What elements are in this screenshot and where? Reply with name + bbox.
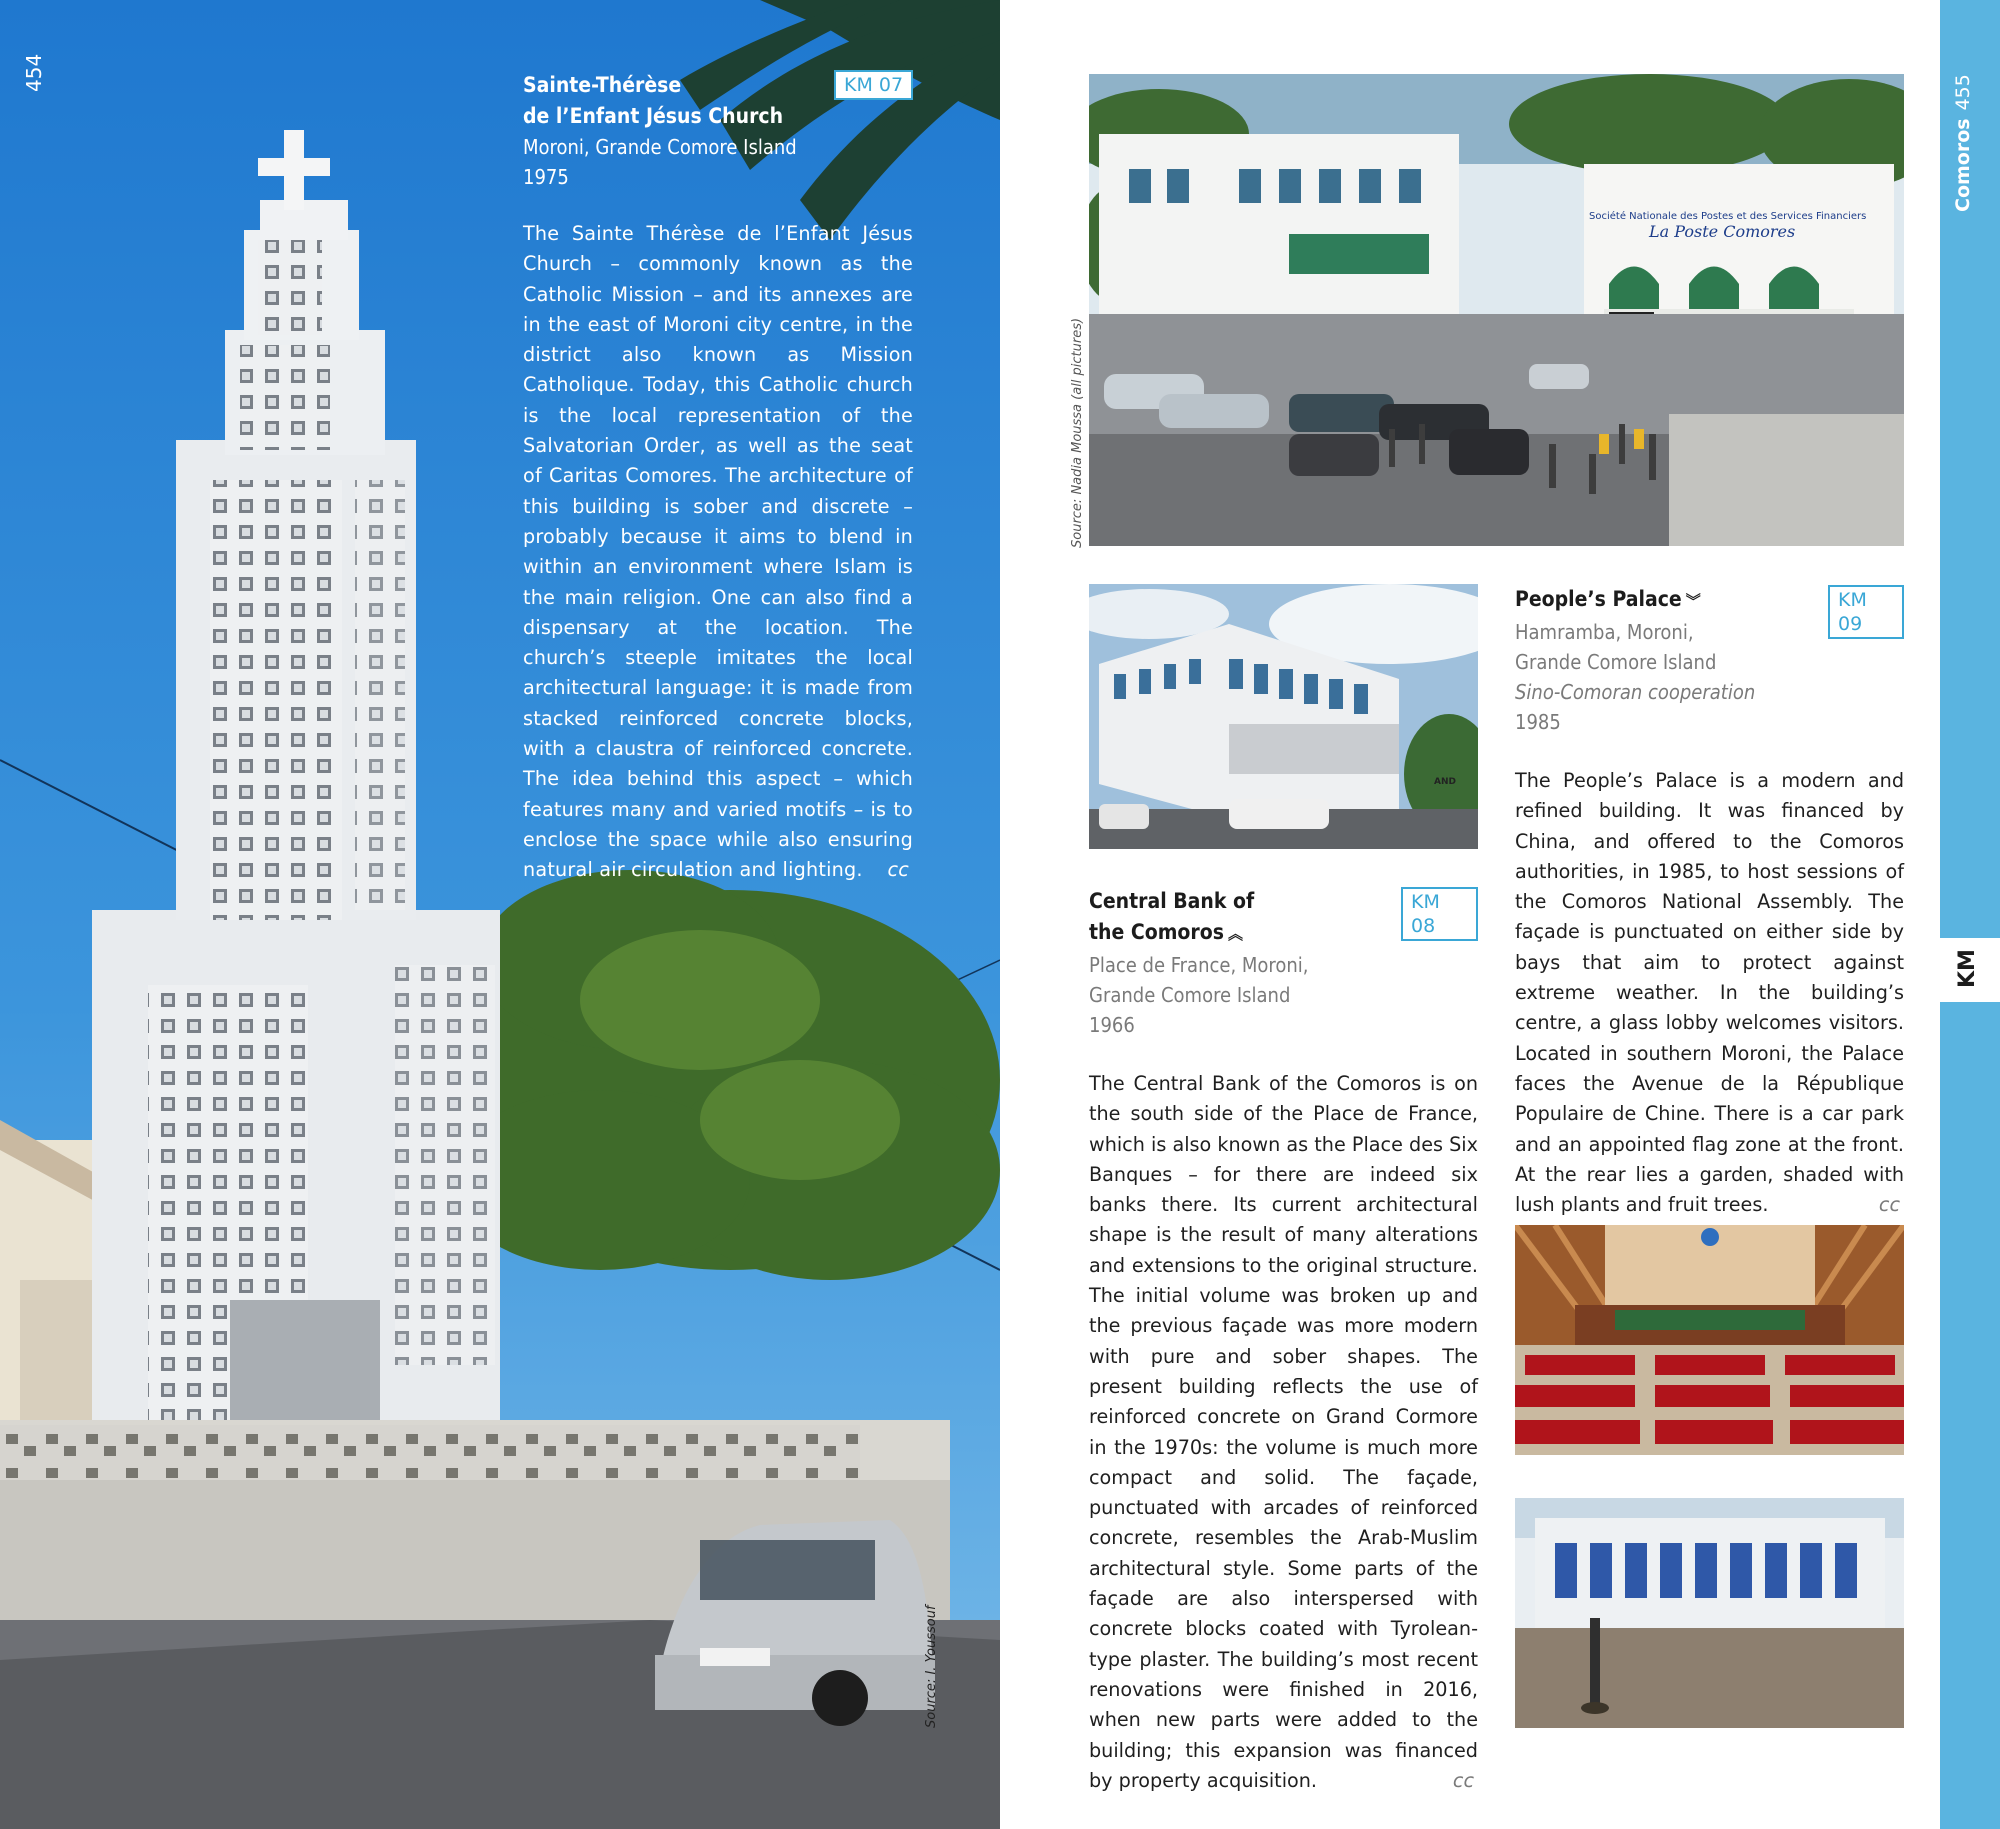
photo-credit: Source: I. Youssouf	[924, 1605, 939, 1728]
entry-body	[1089, 1069, 1478, 1796]
country-code-tab[interactable]	[1940, 938, 2000, 1002]
entry-year: 1985	[1515, 710, 1561, 734]
license-label: cc	[887, 858, 909, 882]
entry-location-line1: Hamramba, Moroni,	[1515, 620, 1694, 644]
entry-title-line1: Central Bank of	[1089, 889, 1255, 913]
car-plate-sign: AND	[1434, 777, 1456, 787]
entry-title	[523, 70, 913, 132]
entry-body-text: The Central Bank of the Comoros is on the south side of the Place de France, which is also known as the Place des Six Banques – for there are indeed six banks there. Its current architectural shape is the result of many alterations and extensions to the original structure. The initial volume was broken up and the previous façade was more modern with pure and sober shapes. The present building reflects the use of reinforced concrete on Grand Cormore in the 1970s: the volume is much more compact and solid. The façade, punctuated with arcades of reinforced concrete, resembles the Arab-Muslim architectural style. Some parts of the façade are also interspersed with concrete blocks coated with Tyrolean-type plaster. The building’s most recent renovations were finished in 2016, when new parts were added to the building; this expansion was financed by property acquisition.	[1089, 1072, 1478, 1792]
peoples-palace-photo	[1515, 1498, 1904, 1728]
la-poste-comores-photo	[1089, 74, 1904, 546]
entry-title-line2: de l’Enfant Jésus Church	[523, 104, 784, 128]
license-label: cc	[1878, 1193, 1900, 1217]
page-number: 454	[22, 53, 46, 92]
entry-title-line2: the Comoros	[1089, 920, 1224, 944]
km-code-badge: KM 07	[834, 70, 913, 100]
running-header	[1952, 74, 1974, 212]
poste-sign-line2: La Poste Comores	[1649, 222, 1796, 241]
entry-central-bank	[1089, 886, 1478, 1796]
entry-location-line2: Grande Comore Island	[1089, 983, 1291, 1007]
page-number: 455	[1952, 74, 1974, 111]
entry-peoples-palace	[1515, 584, 1904, 1220]
entry-year: 1966	[1089, 1013, 1135, 1037]
entry-year: 1975	[523, 165, 569, 189]
assembly-hall-photo	[1515, 1225, 1904, 1455]
photo-credit-right: Source: Nadia Moussa (all pictures)	[1070, 317, 1085, 548]
entry-location-line1: Place de France, Moroni,	[1089, 953, 1309, 977]
country-code-label: KM	[1955, 949, 1980, 988]
license-label: cc	[1452, 1768, 1474, 1792]
chapter-tab	[1940, 0, 2000, 1829]
entry-funding: Sino-Comoran cooperation	[1515, 680, 1756, 704]
entry-sainte-therese	[523, 70, 913, 886]
entry-body	[523, 219, 913, 886]
central-bank-photo	[1089, 584, 1478, 849]
entry-body-text: The People’s Palace is a modern and refined building. It was financed by China, and offered to the Comoros authorities, in 1985, to host sessions of the Comoros National Assembly. The façade is punctuated on either side by bays that aim to protect against extreme weather. In the building’s centre, a glass lobby welcomes visitors. Located in southern Moroni, the Palace faces the Avenue de la République Populaire de Chine. There is a car park and an appointed flag zone at the front. At the rear lies a garden, shaded with lush plants and fruit trees.	[1515, 769, 1904, 1217]
km-code-badge: KM 08	[1401, 887, 1478, 941]
entry-title-line1: Sainte-Thérèse	[523, 73, 682, 97]
chevron-down-icon: ︾	[1685, 592, 1701, 610]
chevron-up-icon: ︽	[1227, 925, 1243, 943]
country-name: Comoros	[1952, 118, 1974, 212]
km-code-badge: KM 09	[1828, 585, 1904, 639]
entry-body-text: The Sainte Thérèse de l’Enfant Jésus Church – commonly known as the Catholic Mission – and its annexes are in the east of Moroni city centre, in the district also known as Mission Catholique. Today, this Catholic church is the local representation of the Salvatorian Order, as well as the seat of Caritas Comores. The architecture of this building is sober and discrete – probably because it aims to blend in within an environment where Islam is the main religion. One can also find a dispensary at the location. The church’s steeple imitates the local architectural language: it is made from stacked reinforced concrete blocks, with a claustra of reinforced concrete. The idea behind this aspect – which features many and varied motifs – is to enclose the space while also ensuring natural air circulation and lighting.	[523, 222, 913, 882]
poste-sign-line1: Société Nationale des Postes et des Services Financiers	[1589, 211, 1867, 222]
entry-body	[1515, 766, 1904, 1220]
entry-location-line2: Grande Comore Island	[1515, 650, 1717, 674]
entry-title-text: People’s Palace	[1515, 587, 1682, 611]
entry-location: Moroni, Grande Comore Island	[523, 135, 797, 159]
